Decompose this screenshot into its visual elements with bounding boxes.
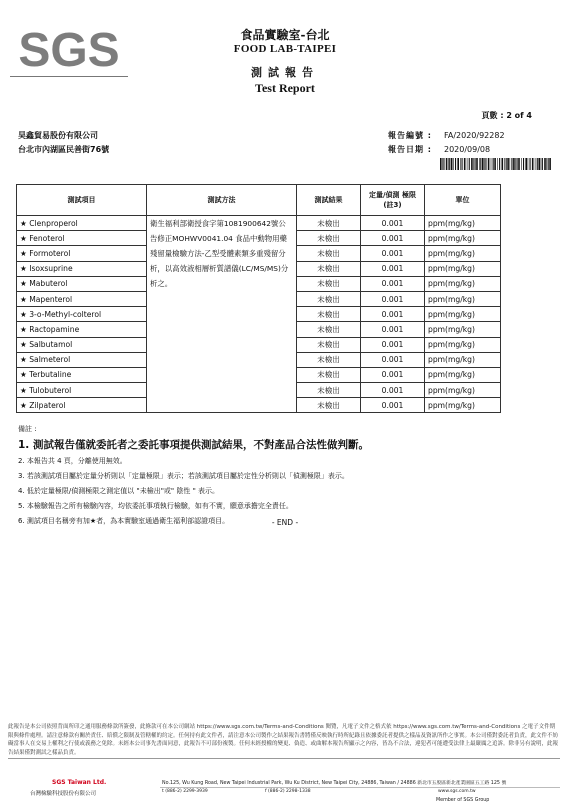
test-result: 未檢出 [297,337,361,352]
col-header-result: 測試結果 [297,185,361,216]
test-unit: ppm(mg/kg) [425,291,501,306]
footer-fax: f (886-2) 2298-1338 [265,789,311,794]
barcode-bar [491,158,492,170]
test-unit: ppm(mg/kg) [425,398,501,413]
disclaimer: 此報告是本公司依照背面所印之通用服務條款所簽發，此條款可在本公司網站 https://www.sgs.com.tw/Terms-and-Conditions 閱覽，凡電子文件之格式依 https://www.sgs.com.tw/Terms-and-Conditions 之電子文件期限與條件處理。請注意條款有關於責任、賠償之限制及管轄權的約定。任何持有此文件者，請注意本公司製作之結果報告書將僅反映執行時所紀錄且依據委託者提供之樣品及資訊所作之事實。本公司僅對委託者負責，此文件不妨礙當事人在交易上權利之行使或義務之免除。未經本公司事先書面同意，此報告不可部份複製。任何未經授權的變更、偽造、或曲解本報告所顯示之內容，皆為不合法，違犯者可能遭受法律上最嚴厲之追訴。除非另有說明，此報告結果僅對測試之樣品負責。 [8,724,559,756]
barcode-bar [544,158,546,170]
footer-url[interactable]: www.sgs.com.tw [438,789,476,794]
footer-tel: t (886-2) 2299-3939 [162,789,208,794]
test-item: ★ Zilpaterol [17,398,147,413]
col-header-unit: 單位 [425,185,501,216]
test-result: 未檢出 [297,216,361,231]
barcode-bar [464,158,466,170]
test-unit: ppm(mg/kg) [425,216,501,231]
test-unit: ppm(mg/kg) [425,337,501,352]
test-limit: 0.001 [361,261,425,276]
col-header-limit: 定量/偵測 極限(註3) [361,185,425,216]
report-title-cn: 測試報告 [251,66,319,79]
barcode-bar [525,158,527,170]
test-limit: 0.001 [361,216,425,231]
test-result: 未檢出 [297,261,361,276]
footer-company-en: SGS Taiwan Ltd. [52,779,107,786]
test-result: 未檢出 [297,276,361,291]
footer-member: Member of SGS Group [436,798,490,803]
note-6: 6. 測試項目名稱旁有加★者，為本實驗室通過衛生福利部認證項目。 [18,517,230,525]
barcode-bar [542,158,543,170]
barcode-bar [528,158,529,170]
test-item: ★ Formoterol [17,246,147,261]
barcode-bar [473,158,474,170]
barcode-bar [446,158,448,170]
barcode-bar [541,158,542,170]
col-header-item: 測試項目 [17,185,147,216]
test-item: ★ Ractopamine [17,322,147,337]
end-marker: - END - [271,518,299,527]
barcode-bar [507,158,509,170]
test-limit: 0.001 [361,352,425,367]
test-unit: ppm(mg/kg) [425,367,501,382]
test-item: ★ Mapenterol [17,291,147,306]
barcode-bar [549,158,551,170]
note-1: 1. 測試報告僅就委託者之委託事項提供測試結果，不對產品合法性做判斷。 [18,439,369,451]
test-result: 未檢出 [297,367,361,382]
barcode-bar [455,158,456,170]
test-limit: 0.001 [361,246,425,261]
barcode-bar [449,158,450,170]
client-block [18,129,109,157]
barcode-bar [448,158,449,170]
barcode-bar [451,158,453,170]
note-3: 3. 若該測試項目屬於定量分析則以「定量極限」表示；若該測試項目屬於定性分析則以「偵測極限」表示。 [18,472,349,480]
barcode-bar [535,158,536,170]
barcode-bar [485,158,486,170]
table-row [17,216,501,231]
test-item: ★ Isoxsuprine [17,261,147,276]
barcode-bar [510,158,511,170]
test-method: 衛生福利部衛授食字第1081900642號公告修正MOHWV0041.04 食品中動物用藥殘留量檢驗方法-乙型受體素類多重殘留分析，以高效液相層析質譜儀(LC/MS/MS)分析之。 [147,216,297,413]
col-header-method: 測試方法 [147,185,297,216]
test-item: ★ Clenproperol [17,216,147,231]
barcode-bar [460,158,461,170]
test-result: 未檢出 [297,291,361,306]
footer-address: No.125, Wu Kung Road, New Taipei Industrial Park, Wu Ku District, New Taipei City, 24886, Taiwan / 24886 新北市五股區新北產業園區五工路 125 號 [162,781,507,786]
test-limit: 0.001 [361,367,425,382]
footer-company-cn: 台灣檢驗科技股份有限公司 [30,791,97,797]
barcode-bar [511,158,512,170]
barcode-bar [546,158,547,170]
barcode-bar [517,158,518,170]
barcode-bar [476,158,478,170]
page-number: 頁數 : 2 of 4 [481,111,532,120]
barcode-bar [506,158,507,170]
lab-name-cn: 食品實驗室-台北 [240,28,330,42]
barcode-bar [475,158,476,170]
note-4: 4. 低於定量極限/偵測極限之測定值以 "未檢出"或" 陰性 " 表示。 [18,487,220,495]
results-table [16,184,501,413]
report-meta [388,129,505,157]
barcode-bar [480,158,481,170]
barcode-bar [442,158,443,170]
barcode-bar [513,158,515,170]
test-result: 未檢出 [297,246,361,261]
test-item: ★ Mabuterol [17,276,147,291]
test-limit: 0.001 [361,231,425,246]
barcode-bar [499,158,500,170]
test-limit: 0.001 [361,276,425,291]
notes-label: 備註 : [18,425,37,433]
barcode-bar [504,158,505,170]
report-title-en: Test Report [255,81,315,95]
test-unit: ppm(mg/kg) [425,352,501,367]
report-date-label: 報告日期 : [388,145,432,154]
notes [18,422,548,529]
test-item: ★ Fenoterol [17,231,147,246]
barcode-bar [530,158,531,170]
barcode-bar [515,158,516,170]
barcode-bar [482,158,484,170]
note-2: 2. 本報告共 4 頁，分離使用無效。 [18,457,127,465]
test-unit: ppm(mg/kg) [425,246,501,261]
barcode-bar [453,158,454,170]
barcode-bar [471,158,473,170]
test-result: 未檢出 [297,231,361,246]
test-unit: ppm(mg/kg) [425,383,501,398]
barcode [440,158,552,170]
barcode-bar [537,158,538,170]
footer-divider [160,787,560,788]
barcode-bar [469,158,470,170]
footer-rule [8,758,560,759]
report-no-label: 報告編號 : [388,131,432,140]
test-result: 未檢出 [297,383,361,398]
test-result: 未檢出 [297,307,361,322]
test-unit: ppm(mg/kg) [425,276,501,291]
barcode-bar [462,158,463,170]
test-result: 未檢出 [297,398,361,413]
barcode-bar [497,158,498,170]
test-unit: ppm(mg/kg) [425,231,501,246]
test-unit: ppm(mg/kg) [425,261,501,276]
barcode-bar [521,158,522,170]
report-date: 2020/09/08 [444,145,491,154]
barcode-bar [479,158,480,170]
barcode-bar [494,158,496,170]
test-limit: 0.001 [361,398,425,413]
sgs-logo-text: SGS [18,24,120,74]
barcode-bar [467,158,468,170]
barcode-bar [457,158,459,170]
report-no: FA/2020/92282 [444,131,505,140]
barcode-bar [548,158,549,170]
test-limit: 0.001 [361,291,425,306]
lab-name-en: FOOD LAB-TAIPEI [233,43,337,55]
test-item: ★ Terbutaline [17,367,147,382]
barcode-bar [502,158,504,170]
barcode-bar [532,158,534,170]
client-address: 台北市內湖區民善街76號 [18,145,110,154]
test-result: 未檢出 [297,322,361,337]
table-header-row [17,185,501,216]
note-5: 5. 本檢驗報告之所有檢驗內容，均依委託事項執行檢驗，如有不實，願意承擔完全責任。 [18,502,293,510]
test-item: ★ Salbutamol [17,337,147,352]
barcode-bar [488,158,490,170]
barcode-bar [443,158,444,170]
test-item: ★ Tulobuterol [17,383,147,398]
test-limit: 0.001 [361,322,425,337]
test-result: 未檢出 [297,352,361,367]
test-unit: ppm(mg/kg) [425,307,501,322]
client-name: 昊鑫貿易股份有限公司 [18,131,98,140]
barcode-bar [484,158,485,170]
barcode-bar [440,158,442,170]
test-limit: 0.001 [361,383,425,398]
test-item: ★ 3-o-Methyl-colterol [17,307,147,322]
barcode-bar [523,158,524,170]
barcode-bar [493,158,494,170]
test-unit: ppm(mg/kg) [425,322,501,337]
test-limit: 0.001 [361,337,425,352]
barcode-bar [538,158,540,170]
test-limit: 0.001 [361,307,425,322]
test-item: ★ Salmeterol [17,352,147,367]
barcode-bar [518,158,520,170]
